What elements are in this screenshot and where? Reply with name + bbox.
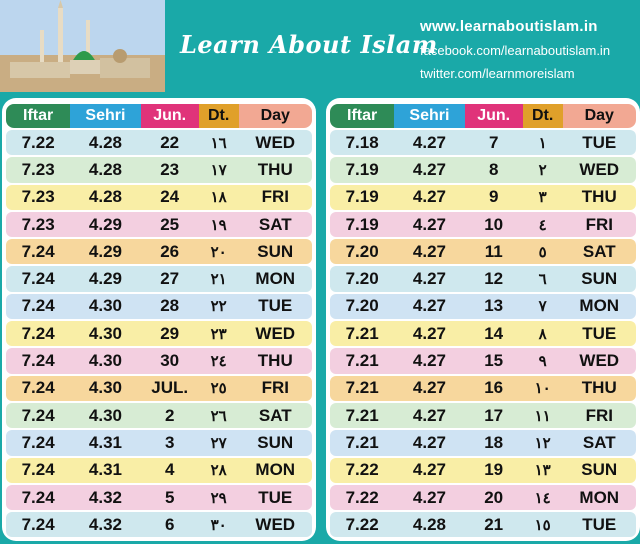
header-day: Day <box>563 104 636 128</box>
table-row <box>330 157 636 182</box>
cell-iftar: 7.22 <box>330 458 394 483</box>
table-row <box>6 348 312 373</box>
cell-sehri: 4.28 <box>394 512 464 537</box>
cell-iftar: 7.23 <box>6 185 70 210</box>
cell-sehri: 4.29 <box>70 212 140 237</box>
cell-sehri: 4.29 <box>70 239 140 264</box>
cell-iftar: 7.19 <box>330 185 394 210</box>
cell-sehri: 4.27 <box>394 485 464 510</box>
cell-iftar: 7.24 <box>6 376 70 401</box>
cell-sehri: 4.29 <box>70 266 140 291</box>
cell-day: FRI <box>239 185 312 210</box>
cell-day: SUN <box>563 266 636 291</box>
cell-day: WED <box>563 157 636 182</box>
cell-iftar: 7.20 <box>330 239 394 264</box>
cell-dt: ٢ <box>523 157 563 182</box>
cell-dt: ٢٣ <box>199 321 239 346</box>
cell-iftar: 7.24 <box>6 485 70 510</box>
cell-sehri: 4.30 <box>70 294 140 319</box>
cell-iftar: 7.22 <box>330 485 394 510</box>
header-jun: Jun. <box>141 104 199 128</box>
table-row <box>330 376 636 401</box>
cell-jun: 8 <box>465 157 523 182</box>
cell-sehri: 4.32 <box>70 485 140 510</box>
cell-dt: ٢٥ <box>199 376 239 401</box>
table-row <box>6 485 312 510</box>
cell-jun: 13 <box>465 294 523 319</box>
cell-dt: ١٥ <box>523 512 563 537</box>
cell-sehri: 4.32 <box>70 512 140 537</box>
timetable-left-panel <box>2 98 316 541</box>
cell-iftar: 7.24 <box>6 512 70 537</box>
cell-day: THU <box>563 185 636 210</box>
cell-day: SAT <box>239 212 312 237</box>
twitter-link[interactable]: twitter.com/learnmoreislam <box>420 66 575 81</box>
cell-jun: 18 <box>465 430 523 455</box>
cell-jun: 16 <box>465 376 523 401</box>
cell-sehri: 4.27 <box>394 130 464 155</box>
cell-day: SAT <box>239 403 312 428</box>
cell-day: FRI <box>239 376 312 401</box>
cell-iftar: 7.19 <box>330 212 394 237</box>
table-row <box>330 212 636 237</box>
table-row <box>330 130 636 155</box>
table-row <box>330 185 636 210</box>
mosque-photo <box>0 0 165 92</box>
cell-iftar: 7.21 <box>330 403 394 428</box>
cell-jun: 9 <box>465 185 523 210</box>
header-sehri: Sehri <box>394 104 464 128</box>
cell-day: WED <box>239 512 312 537</box>
cell-dt: ١٦ <box>199 130 239 155</box>
cell-dt: ١٧ <box>199 157 239 182</box>
cell-day: WED <box>239 130 312 155</box>
table-row <box>330 430 636 455</box>
cell-iftar: 7.24 <box>6 294 70 319</box>
cell-sehri: 4.27 <box>394 376 464 401</box>
cell-sehri: 4.27 <box>394 403 464 428</box>
header-dt: Dt. <box>199 104 239 128</box>
cell-dt: ٣٠ <box>199 512 239 537</box>
cell-dt: ٢٤ <box>199 348 239 373</box>
table-row <box>330 348 636 373</box>
cell-dt: ٩ <box>523 348 563 373</box>
cell-dt: ٢٧ <box>199 430 239 455</box>
cell-iftar: 7.23 <box>6 212 70 237</box>
cell-jun: 21 <box>465 512 523 537</box>
cell-sehri: 4.27 <box>394 430 464 455</box>
header-jun: Jun. <box>465 104 523 128</box>
cell-jun: 17 <box>465 403 523 428</box>
table-row <box>6 157 312 182</box>
cell-iftar: 7.24 <box>6 266 70 291</box>
brand-title: Learn About Islam <box>180 30 438 59</box>
timetable-right-panel <box>326 98 640 541</box>
table-row <box>6 430 312 455</box>
cell-jun: 4 <box>141 458 199 483</box>
cell-jun: 5 <box>141 485 199 510</box>
timetable-right <box>330 102 636 539</box>
cell-sehri: 4.31 <box>70 430 140 455</box>
cell-day: THU <box>239 157 312 182</box>
cell-day: MON <box>563 485 636 510</box>
cell-sehri: 4.27 <box>394 157 464 182</box>
cell-iftar: 7.20 <box>330 294 394 319</box>
cell-sehri: 4.27 <box>394 348 464 373</box>
cell-iftar: 7.20 <box>330 266 394 291</box>
cell-iftar: 7.24 <box>6 321 70 346</box>
cell-jun: 25 <box>141 212 199 237</box>
cell-day: TUE <box>239 485 312 510</box>
cell-dt: ٢١ <box>199 266 239 291</box>
cell-jun: 15 <box>465 348 523 373</box>
table-row <box>6 266 312 291</box>
cell-day: SUN <box>563 458 636 483</box>
cell-day: TUE <box>239 294 312 319</box>
cell-dt: ٢٠ <box>199 239 239 264</box>
cell-iftar: 7.22 <box>6 130 70 155</box>
cell-iftar: 7.21 <box>330 348 394 373</box>
cell-iftar: 7.24 <box>6 239 70 264</box>
cell-dt: ٤ <box>523 212 563 237</box>
cell-iftar: 7.21 <box>330 430 394 455</box>
header-iftar: Iftar <box>6 104 70 128</box>
cell-dt: ١ <box>523 130 563 155</box>
cell-dt: ٢٩ <box>199 485 239 510</box>
cell-sehri: 4.27 <box>394 266 464 291</box>
cell-day: WED <box>563 348 636 373</box>
cell-sehri: 4.27 <box>394 321 464 346</box>
cell-jun: 11 <box>465 239 523 264</box>
cell-day: MON <box>239 266 312 291</box>
cell-jun: 30 <box>141 348 199 373</box>
cell-sehri: 4.27 <box>394 294 464 319</box>
cell-iftar: 7.24 <box>6 430 70 455</box>
social-links <box>420 18 610 81</box>
cell-dt: ٧ <box>523 294 563 319</box>
cell-sehri: 4.31 <box>70 458 140 483</box>
cell-day: SUN <box>239 430 312 455</box>
table-header-row <box>330 104 636 128</box>
cell-sehri: 4.27 <box>394 239 464 264</box>
cell-jun: 27 <box>141 266 199 291</box>
cell-jun: 10 <box>465 212 523 237</box>
table-row <box>330 266 636 291</box>
cell-sehri: 4.28 <box>70 185 140 210</box>
cell-iftar: 7.18 <box>330 130 394 155</box>
cell-jun: 22 <box>141 130 199 155</box>
table-row <box>6 239 312 264</box>
cell-sehri: 4.30 <box>70 376 140 401</box>
table-row <box>6 403 312 428</box>
cell-day: MON <box>563 294 636 319</box>
cell-day: SAT <box>563 239 636 264</box>
cell-jun: 28 <box>141 294 199 319</box>
cell-dt: ٥ <box>523 239 563 264</box>
table-row <box>6 512 312 537</box>
cell-iftar: 7.21 <box>330 321 394 346</box>
cell-dt: ٦ <box>523 266 563 291</box>
table-row <box>330 403 636 428</box>
cell-iftar: 7.24 <box>6 403 70 428</box>
cell-day: TUE <box>563 321 636 346</box>
cell-day: TUE <box>563 512 636 537</box>
cell-sehri: 4.27 <box>394 185 464 210</box>
cell-dt: ١٣ <box>523 458 563 483</box>
table-row <box>6 294 312 319</box>
header-sehri: Sehri <box>70 104 140 128</box>
cell-dt: ١٨ <box>199 185 239 210</box>
cell-iftar: 7.23 <box>6 157 70 182</box>
cell-sehri: 4.28 <box>70 157 140 182</box>
cell-day: SAT <box>563 430 636 455</box>
table-header-row <box>6 104 312 128</box>
cell-dt: ١٩ <box>199 212 239 237</box>
cell-dt: ٨ <box>523 321 563 346</box>
cell-jun: 14 <box>465 321 523 346</box>
cell-jun: 6 <box>141 512 199 537</box>
facebook-link[interactable]: facebook.com/learnaboutislam.in <box>420 43 611 58</box>
cell-sehri: 4.30 <box>70 321 140 346</box>
cell-iftar: 7.19 <box>330 157 394 182</box>
cell-day: THU <box>563 376 636 401</box>
table-row <box>330 458 636 483</box>
cell-jun: 20 <box>465 485 523 510</box>
cell-dt: ١٤ <box>523 485 563 510</box>
cell-dt: ١١ <box>523 403 563 428</box>
cell-jun: JUL. <box>141 376 199 401</box>
table-row <box>330 512 636 537</box>
cell-sehri: 4.30 <box>70 348 140 373</box>
cell-iftar: 7.24 <box>6 458 70 483</box>
cell-jun: 23 <box>141 157 199 182</box>
cell-dt: ١٠ <box>523 376 563 401</box>
cell-dt: ٢٢ <box>199 294 239 319</box>
cell-jun: 19 <box>465 458 523 483</box>
cell-jun: 3 <box>141 430 199 455</box>
cell-jun: 7 <box>465 130 523 155</box>
cell-jun: 29 <box>141 321 199 346</box>
cell-jun: 26 <box>141 239 199 264</box>
cell-dt: ٣ <box>523 185 563 210</box>
cell-jun: 24 <box>141 185 199 210</box>
table-row <box>6 376 312 401</box>
table-row <box>330 294 636 319</box>
website-link[interactable]: www.learnaboutislam.in <box>420 18 598 35</box>
cell-day: WED <box>239 321 312 346</box>
cell-dt: ٢٦ <box>199 403 239 428</box>
table-row <box>6 321 312 346</box>
table-row <box>330 485 636 510</box>
cell-day: MON <box>239 458 312 483</box>
cell-jun: 2 <box>141 403 199 428</box>
cell-day: FRI <box>563 403 636 428</box>
table-row <box>6 130 312 155</box>
cell-sehri: 4.27 <box>394 458 464 483</box>
cell-sehri: 4.30 <box>70 403 140 428</box>
cell-jun: 12 <box>465 266 523 291</box>
cell-day: FRI <box>563 212 636 237</box>
table-row <box>6 458 312 483</box>
table-row <box>6 185 312 210</box>
cell-day: THU <box>239 348 312 373</box>
table-row <box>330 321 636 346</box>
cell-iftar: 7.24 <box>6 348 70 373</box>
cell-iftar: 7.22 <box>330 512 394 537</box>
header-day: Day <box>239 104 312 128</box>
cell-dt: ٢٨ <box>199 458 239 483</box>
header-iftar: Iftar <box>330 104 394 128</box>
cell-day: TUE <box>563 130 636 155</box>
table-row <box>330 239 636 264</box>
header <box>0 0 640 96</box>
cell-day: SUN <box>239 239 312 264</box>
cell-iftar: 7.21 <box>330 376 394 401</box>
header-dt: Dt. <box>523 104 563 128</box>
timetable-left <box>6 102 312 539</box>
cell-sehri: 4.28 <box>70 130 140 155</box>
cell-sehri: 4.27 <box>394 212 464 237</box>
cell-dt: ١٢ <box>523 430 563 455</box>
table-row <box>6 212 312 237</box>
